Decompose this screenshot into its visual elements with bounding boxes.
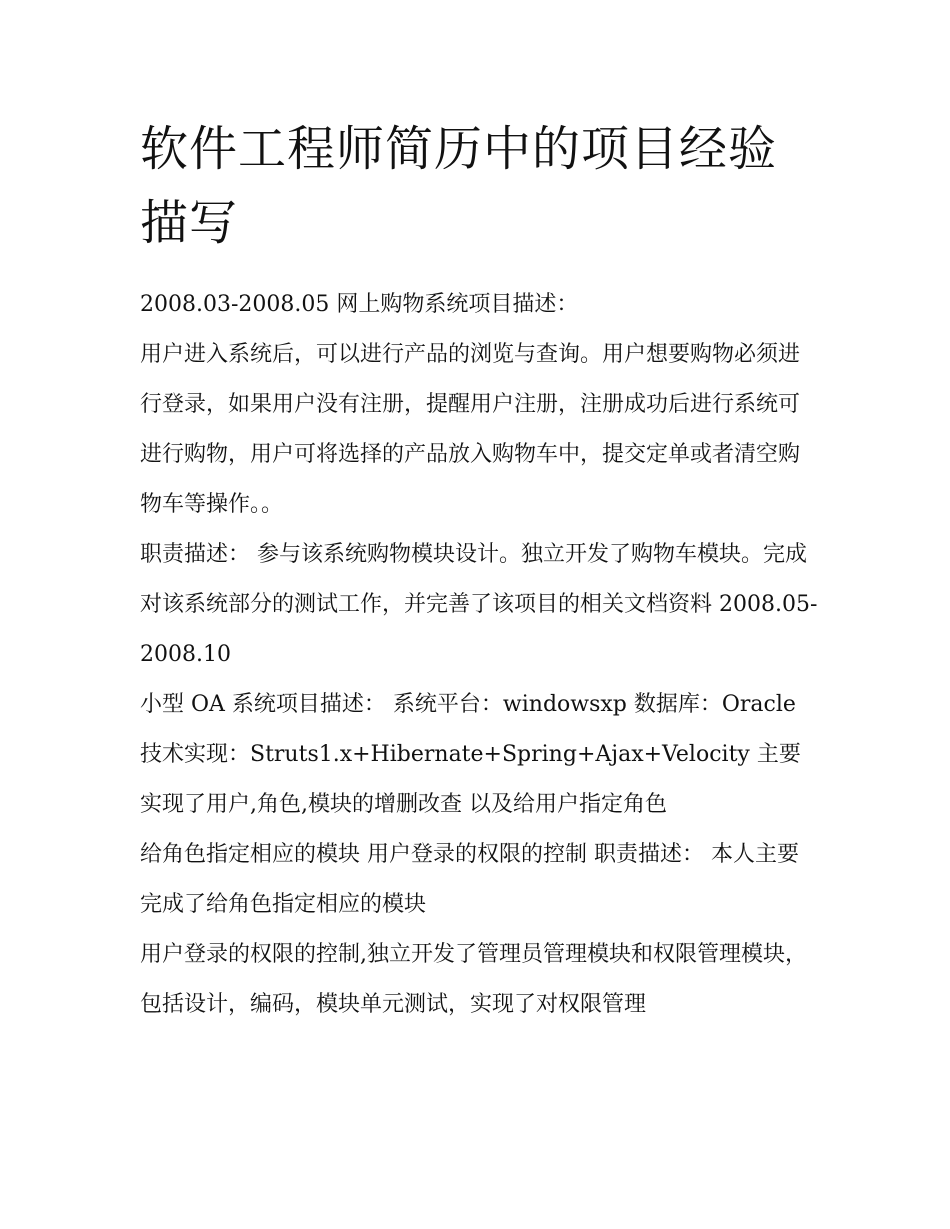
paragraph-project-1-header: 2008.03-2008.05 网上购物系统项目描述： [140,292,579,317]
paragraph-project-1-description: 用户进入系统后，可以进行产品的浏览与查询。用户想要购物必须进行登录，如果用户没有注册，提醒用户注册，注册成功后进行系统可进行购物，用户可将选择的产品放入购物车中，提交定单或者清空购物车等操作。。 [140,342,801,517]
paragraph-project-2-header: 小型 OA 系统项目描述： 系统平台：windowsxp 数据库：Oracle [140,692,796,717]
paragraph-project-1-duties: 职责描述： 参与该系统购物模块设计。独立开发了购物车模块。完成对该系统部分的测试工作，并完善了该项目的相关文档资料 2008.05-2008.10 [140,542,818,667]
document-content [140,112,820,1030]
paragraph-project-2-details: 用户登录的权限的控制,独立开发了管理员管理模块和权限管理模块，包括设计，编码，模块单元测试，实现了对权限管理 [140,942,807,1017]
paragraph-project-2-tech: 技术实现：Struts1.x+Hibernate+Spring+Ajax+Velocity 主要实现了用户,角色,模块的增删改查 以及给用户指定角色 [140,742,801,817]
paragraph-project-2-duties: 给角色指定相应的模块 用户登录的权限的控制 职责描述： 本人主要完成了给角色指定相应的模块 [140,842,799,917]
document-title: 软件工程师简历中的项目经验描写 [140,121,778,251]
